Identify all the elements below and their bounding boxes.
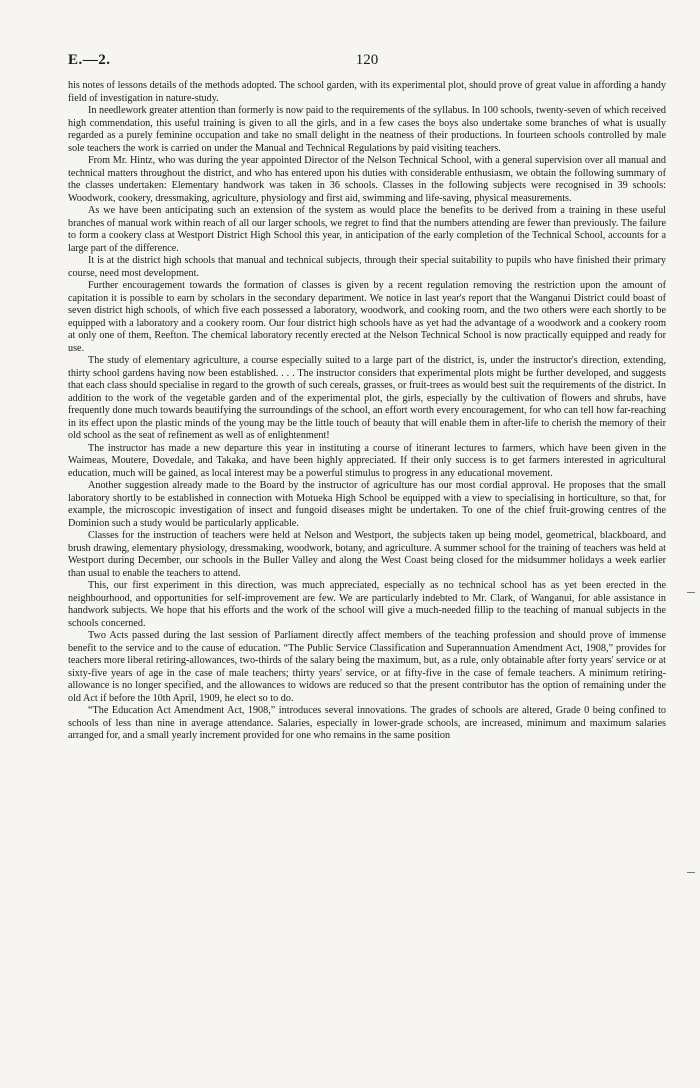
paragraph: Another suggestion already made to the Board by the instructor of agriculture has our most cordial approval. He proposes that the small laboratory shortly to be established in connection with Motueka High School be equipped with a view to specialising in horticulture, so that, for example, the microscopic investigation of insect and fungoid diseases might be undertaken. To one of the chief fruit-growing centres of the Dominion such a study would be particularly applicable. bbox=[68, 480, 666, 529]
document-page bbox=[68, 52, 666, 743]
paragraph: This, our first experiment in this direction, was much appreciated, especially as no technical school has as yet been erected in the neighbourhood, and opportunities for self-improvement are few. We are particularly indebted to Mr. Clark, of Wanganui, for able assistance in handwork subjects. We hope that his efforts and the work of the school will give a much-needed fillip to the teaching of manual subjects in the schools concerned. bbox=[68, 580, 666, 629]
margin-tick-mark bbox=[687, 872, 695, 873]
paragraph: his notes of lessons details of the methods adopted. The school garden, with its experimental plot, should prove of great value in affording a handy field of investigation in nature-study. bbox=[68, 80, 666, 104]
paragraph: The instructor has made a new departure this year in instituting a course of itinerant lectures to farmers, which have been given in the Waimeas, Moutere, Dovedale, and Takaka, and have been highly appreciated. If their only success is to get farmers interested in agricultural education, much will be gained, as local interest may be a powerful stimulus to progress in any educational movement. bbox=[68, 442, 666, 479]
paragraph: It is at the district high schools that manual and technical subjects, through their special suitability to pupils who have finished their primary course, need most development. bbox=[68, 255, 666, 279]
paragraph: The study of elementary agriculture, a course especially suited to a large part of the district, is, under the instructor's direction, extending, thirty school gardens having now been established. . . . The instructor considers that experimental plots might be further developed, and suggests that each class should specialise in regard to the growth of such cereals, grasses, or fruit-trees as would best suit the requirements of the district. In addition to the work of the vegetable garden and of the experimental plot, the girls, especially by the cultivation of flowers and shrubs, have frequently done much towards beautifying the surroundings of the school, an effort worth every encouragement, for who can tell how far-reaching in its effect upon the plastic minds of the young may be the little touch of beauty that will enable them in after-life to cherish the memory of their old school as the seat of refinement as well as of enlightenment! bbox=[68, 355, 666, 441]
paragraph: Two Acts passed during the last session of Parliament directly affect members of the teaching profession and should prove of immense benefit to the service and to the cause of education. “The Public Service Classification and Superannuation Amendment Act, 1908,” provides for teachers more liberal retiring-allowances, two-thirds of the salary being the maximum, but, as a rule, only obtainable after forty years' service or at sixty-five years of age in the case of male teachers; thirty years' service, or at fifty-five in the case of female teachers. A minimum retiring-allowance is no longer specified, and the allowances to widows are reduced so that the present contributor has the option of remaining under the old Act if before the 10th April, 1909, he elect so to do. bbox=[68, 630, 666, 704]
paragraph: From Mr. Hintz, who was during the year appointed Director of the Nelson Technical School, with a general supervision over all manual and technical matters throughout the district, and who has entered upon his duties with considerable enthusiasm, we obtain the following summary of the classes undertaken: Elementary handwork was taken in 36 schools. Classes in the following subjects were recognised in 39 schools: Woodwork, cookery, dressmaking, agriculture, physiology and first aid, swimming and life-saving, physical measurements. bbox=[68, 155, 666, 204]
margin-tick-mark bbox=[687, 592, 695, 593]
document-body bbox=[68, 80, 666, 743]
report-reference: E.—2. bbox=[68, 52, 111, 68]
paragraph: In needlework greater attention than formerly is now paid to the requirements of the syllabus. In 100 schools, twenty-seven of which received high commendation, this useful training is given to all the girls, and in a few cases the boys also undertake some branches of what is usually regarded as a purely feminine occupation and take no small delight in the neatness of their productions. In fourteen schools controlled by male sole teachers the work is carried on under the Manual and Technical Regulations by paid visiting teachers. bbox=[68, 105, 666, 154]
paragraph: As we have been anticipating such an extension of the system as would place the benefits to be derived from a training in these useful branches of manual work within reach of all our larger schools, we regret to find that the numbers attending are fewer than previously. The failure to form a cookery class at Westport District High School this year, in anticipation of the early completion of the Technical School, accounts for a large part of the difference. bbox=[68, 205, 666, 254]
page-header bbox=[68, 52, 666, 74]
paragraph: Further encouragement towards the formation of classes is given by a recent regulation removing the restriction upon the amount of capitation it is possible to earn by scholars in the secondary department. We notice in last year's report that the Wanganui District could boast of seven district high schools, of which five each possessed a laboratory, woodwork, and cooking room, and the two others were each shortly to be equipped with a laboratory and a cookery room. Our four district high schools have as yet had the advantage of a woodwork and a cookery room at only one of them, Reefton. The chemical laboratory recently erected at the Nelson Technical School is now practically equipped and ready for use. bbox=[68, 280, 666, 354]
paragraph: “The Education Act Amendment Act, 1908,” introduces several innovations. The grades of schools are altered, Grade 0 being confined to schools of less than nine in average attendance. Salaries, especially in lower-grade schools, are increased, minimum and maximum salaries arranged for, and a small yearly increment provided for one who remains in the same position bbox=[68, 705, 666, 741]
page-number: 120 bbox=[355, 52, 379, 68]
paragraph: Classes for the instruction of teachers were held at Nelson and Westport, the subjects taken up being model, geometrical, blackboard, and brush drawing, elementary physiology, dressmaking, woodwork, botany, and agriculture. A summer school for the training of teachers was held at Westport during December, our schools in the Buller Valley and along the West Coast being closed for the midsummer holidays a week earlier than usual to enable the teachers to attend. bbox=[68, 530, 666, 579]
